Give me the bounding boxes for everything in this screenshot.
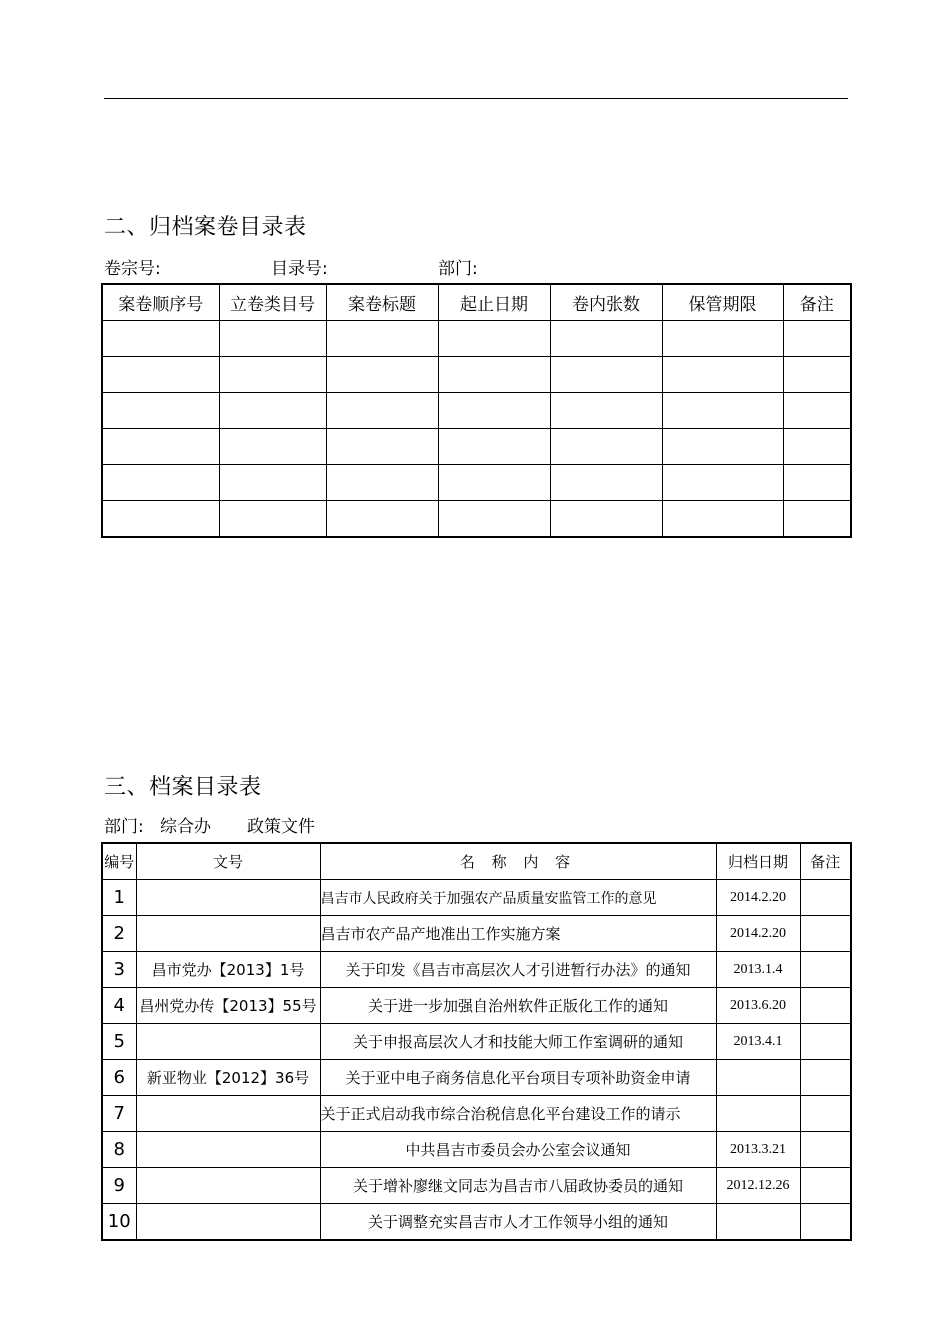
row-number: 5 — [102, 1024, 136, 1060]
doc-title: 关于亚中电子商务信息化平台项目专项补助资金申请 — [320, 1060, 716, 1096]
table-row — [102, 429, 851, 465]
empty-cell — [219, 357, 326, 393]
empty-cell — [438, 429, 550, 465]
empty-cell — [326, 501, 438, 538]
doc-number — [136, 1168, 320, 1204]
column-header: 备注 — [800, 843, 851, 880]
column-header: 编号 — [102, 843, 136, 880]
empty-cell — [438, 321, 550, 357]
table-row — [102, 1204, 851, 1241]
empty-cell — [550, 501, 662, 538]
empty-cell — [326, 393, 438, 429]
table-row — [102, 357, 851, 393]
doc-title: 关于正式启动我市综合治税信息化平台建设工作的请示 — [320, 1096, 716, 1132]
empty-cell — [326, 465, 438, 501]
archive-date — [716, 1060, 800, 1096]
row-number: 7 — [102, 1096, 136, 1132]
empty-cell — [326, 429, 438, 465]
doc-title: 昌吉市人民政府关于加强农产品质量安监管工作的意见 — [320, 880, 716, 916]
column-header: 文号 — [136, 843, 320, 880]
table-row — [102, 988, 851, 1024]
table-row — [102, 1096, 851, 1132]
dept-label: 部门: — [104, 817, 144, 837]
empty-cell — [438, 501, 550, 538]
archive-date: 2014.2.20 — [716, 880, 800, 916]
empty-cell — [219, 429, 326, 465]
empty-cell — [783, 501, 851, 538]
empty-cell — [550, 465, 662, 501]
empty-cell — [662, 429, 783, 465]
empty-cell — [662, 321, 783, 357]
empty-cell — [326, 321, 438, 357]
bumen-label: 部门: — [438, 259, 478, 279]
table-row — [102, 916, 851, 952]
empty-cell — [102, 393, 219, 429]
empty-cell — [550, 321, 662, 357]
empty-cell — [662, 501, 783, 538]
column-header: 保管期限 — [662, 284, 783, 321]
empty-cell — [219, 465, 326, 501]
empty-cell — [662, 393, 783, 429]
empty-cell — [219, 501, 326, 538]
table-row — [102, 1132, 851, 1168]
empty-cell — [662, 465, 783, 501]
column-header: 备注 — [783, 284, 851, 321]
column-header: 案卷标题 — [326, 284, 438, 321]
doc-number — [136, 1204, 320, 1241]
empty-cell — [783, 429, 851, 465]
empty-cell — [783, 357, 851, 393]
doc-title: 关于进一步加强自治州软件正版化工作的通知 — [320, 988, 716, 1024]
row-number: 4 — [102, 988, 136, 1024]
doc-number — [136, 1096, 320, 1132]
column-header: 归档日期 — [716, 843, 800, 880]
row-number: 3 — [102, 952, 136, 988]
row-number: 8 — [102, 1132, 136, 1168]
table-row — [102, 1060, 851, 1096]
empty-cell — [783, 321, 851, 357]
empty-cell — [783, 393, 851, 429]
archive-date — [716, 1204, 800, 1241]
note-cell — [800, 952, 851, 988]
archive-date: 2013.1.4 — [716, 952, 800, 988]
empty-cell — [438, 357, 550, 393]
doc-number — [136, 880, 320, 916]
empty-cell — [326, 357, 438, 393]
empty-cell — [783, 465, 851, 501]
mulu-label: 目录号: — [271, 259, 328, 279]
empty-cell — [550, 429, 662, 465]
note-cell — [800, 1096, 851, 1132]
doc-title: 关于印发《昌吉市高层次人才引进暂行办法》的通知 — [320, 952, 716, 988]
table-header-row — [102, 843, 851, 880]
archive-date: 2013.4.1 — [716, 1024, 800, 1060]
empty-cell — [550, 393, 662, 429]
doc-title: 关于调整充实昌吉市人才工作领导小组的通知 — [320, 1204, 716, 1241]
note-cell — [800, 916, 851, 952]
column-header: 案卷顺序号 — [102, 284, 219, 321]
column-header: 名 称 内 容 — [320, 843, 716, 880]
table-row — [102, 501, 851, 538]
table-row — [102, 465, 851, 501]
empty-cell — [102, 465, 219, 501]
archive-date: 2012.12.26 — [716, 1168, 800, 1204]
table-row — [102, 393, 851, 429]
doc-title: 中共昌吉市委员会办公室会议通知 — [320, 1132, 716, 1168]
archive-date: 2014.2.20 — [716, 916, 800, 952]
empty-cell — [102, 357, 219, 393]
table-row — [102, 321, 851, 357]
empty-cell — [550, 357, 662, 393]
doc-title: 昌吉市农产品产地准出工作实施方案 — [320, 916, 716, 952]
row-number: 2 — [102, 916, 136, 952]
section2-title: 二、归档案卷目录表 — [104, 215, 307, 240]
dept-value: 综合办 — [160, 817, 211, 837]
doc-number — [136, 916, 320, 952]
note-cell — [800, 1204, 851, 1241]
empty-cell — [102, 321, 219, 357]
note-cell — [800, 1168, 851, 1204]
archive-volume-table — [101, 283, 852, 538]
doc-number — [136, 1024, 320, 1060]
column-header: 起止日期 — [438, 284, 550, 321]
row-number: 6 — [102, 1060, 136, 1096]
note-cell — [800, 988, 851, 1024]
empty-cell — [102, 501, 219, 538]
empty-cell — [219, 393, 326, 429]
archive-date: 2013.6.20 — [716, 988, 800, 1024]
note-cell — [800, 880, 851, 916]
category-value: 政策文件 — [247, 817, 315, 837]
doc-number: 昌州党办传【2013】55号 — [136, 988, 320, 1024]
archive-catalog-table — [101, 842, 852, 1241]
archive-date: 2013.3.21 — [716, 1132, 800, 1168]
note-cell — [800, 1024, 851, 1060]
note-cell — [800, 1132, 851, 1168]
doc-number — [136, 1132, 320, 1168]
table-row — [102, 1024, 851, 1060]
column-header: 卷内张数 — [550, 284, 662, 321]
empty-cell — [438, 465, 550, 501]
doc-number: 新亚物业【2012】36号 — [136, 1060, 320, 1096]
header-rule — [104, 98, 848, 99]
section3-title: 三、档案目录表 — [104, 775, 262, 800]
empty-cell — [219, 321, 326, 357]
table-row — [102, 952, 851, 988]
row-number: 9 — [102, 1168, 136, 1204]
empty-cell — [438, 393, 550, 429]
table-row — [102, 880, 851, 916]
table-header-row — [102, 284, 851, 321]
empty-cell — [102, 429, 219, 465]
archive-date — [716, 1096, 800, 1132]
juanzong-label: 卷宗号: — [104, 259, 161, 279]
doc-title: 关于增补廖继文同志为昌吉市八届政协委员的通知 — [320, 1168, 716, 1204]
empty-cell — [662, 357, 783, 393]
doc-number: 昌市党办【2013】1号 — [136, 952, 320, 988]
note-cell — [800, 1060, 851, 1096]
table-row — [102, 1168, 851, 1204]
column-header: 立卷类目号 — [219, 284, 326, 321]
row-number: 10 — [102, 1204, 136, 1241]
doc-title: 关于申报高层次人才和技能大师工作室调研的通知 — [320, 1024, 716, 1060]
row-number: 1 — [102, 880, 136, 916]
